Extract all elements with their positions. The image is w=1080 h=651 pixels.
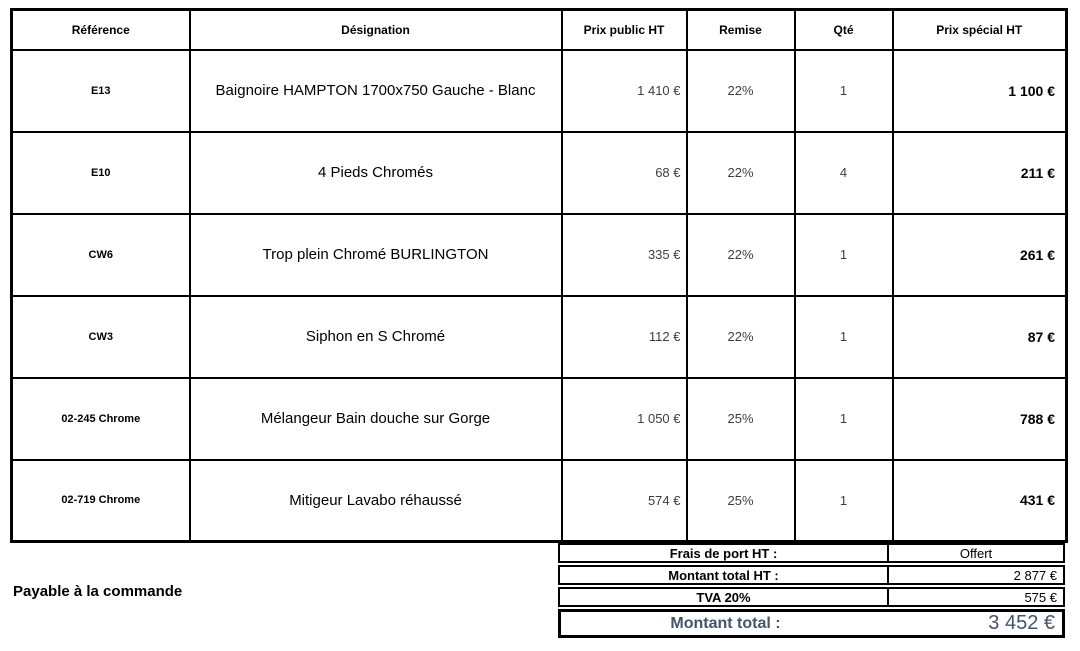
cell-prix-special: 788 € [893,378,1067,460]
cell-prix-public: 112 € [562,296,687,378]
vat-value: 575 € [1024,589,1057,605]
cell-prix-public: 1 410 € [562,50,687,132]
cell-prix-special: 261 € [893,214,1067,296]
cell-reference: CW3 [12,296,190,378]
column-header-prix-special: Prix spécial HT [893,10,1067,50]
table-row [12,460,1067,542]
cell-designation: Mélangeur Bain douche sur Gorge [190,378,562,460]
cell-remise: 22% [687,214,795,296]
column-header-reference: Référence [12,10,190,50]
cell-qte: 1 [795,214,893,296]
column-header-qte: Qté [795,10,893,50]
cell-reference: E10 [12,132,190,214]
cell-remise: 22% [687,50,795,132]
table-row [12,378,1067,460]
table-row [12,214,1067,296]
column-header-remise: Remise [687,10,795,50]
cell-prix-public: 335 € [562,214,687,296]
subtotal-value: 2 877 € [1013,567,1057,583]
cell-reference: E13 [12,50,190,132]
summary-row-grand-total [558,609,1065,638]
cell-remise: 22% [687,296,795,378]
cell-prix-special: 87 € [893,296,1067,378]
quote-table [10,8,1068,543]
subtotal-label: Montant total HT : [560,567,889,583]
cell-prix-public: 574 € [562,460,687,542]
cell-prix-special: 1 100 € [893,50,1067,132]
cell-remise: 22% [687,132,795,214]
table-row [12,132,1067,214]
cell-designation: Siphon en S Chromé [190,296,562,378]
cell-qte: 1 [795,460,893,542]
vat-label: TVA 20% [560,589,889,605]
cell-remise: 25% [687,378,795,460]
shipping-label: Frais de port HT : [560,545,889,561]
table-header-row [12,10,1067,50]
cell-reference: 02-245 Chrome [12,378,190,460]
table-row [12,296,1067,378]
payment-terms-note: Payable à la commande [13,583,183,600]
grand-total-value: 3 452 € [988,612,1055,634]
table-row [12,50,1067,132]
summary-row-vat [558,587,1065,607]
summary-row-subtotal [558,565,1065,585]
cell-prix-public: 1 050 € [562,378,687,460]
column-header-designation: Désignation [190,10,562,50]
cell-qte: 1 [795,378,893,460]
cell-qte: 1 [795,296,893,378]
cell-qte: 1 [795,50,893,132]
cell-designation: Baignoire HAMPTON 1700x750 Gauche - Blanc [190,50,562,132]
summary-row-shipping [558,543,1065,563]
cell-reference: 02-719 Chrome [12,460,190,542]
cell-designation: Trop plein Chromé BURLINGTON [190,214,562,296]
cell-prix-special: 211 € [893,132,1067,214]
cell-prix-special: 431 € [893,460,1067,542]
cell-remise: 25% [687,460,795,542]
cell-prix-public: 68 € [562,132,687,214]
cell-designation: 4 Pieds Chromés [190,132,562,214]
cell-designation: Mitigeur Lavabo réhaussé [190,460,562,542]
shipping-value: Offert [959,545,993,561]
column-header-prix-public: Prix public HT [562,10,687,50]
cell-qte: 4 [795,132,893,214]
grand-total-label: Montant total : [670,614,781,632]
cell-reference: CW6 [12,214,190,296]
